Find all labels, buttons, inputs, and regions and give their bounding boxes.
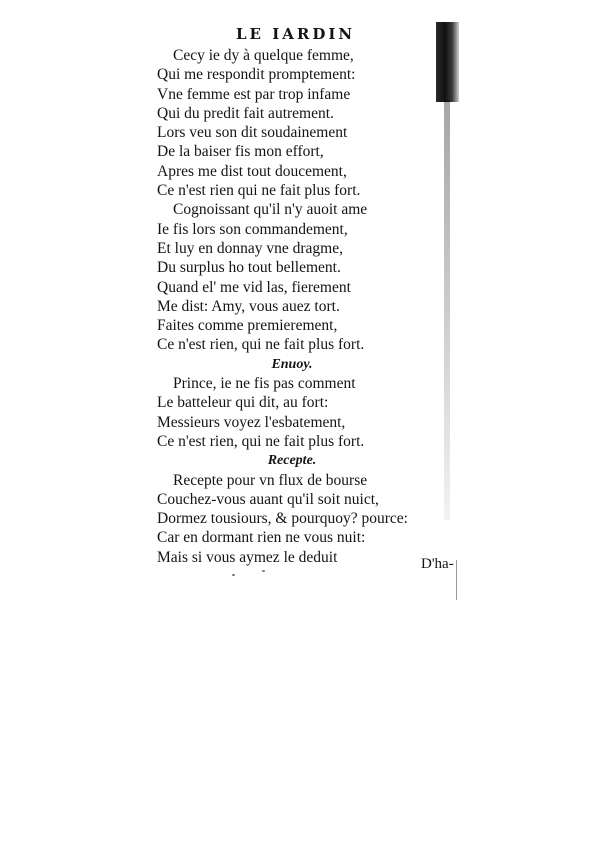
verse-line: Le batteleur qui dit, au fort: (157, 394, 329, 412)
verse-line: Qui du predit fait autrement. (157, 104, 334, 122)
verse-line: Ce n'est rien qui ne fait plus fort. (157, 182, 361, 200)
verse-line: Mais si vous aymez le deduit (157, 548, 338, 566)
verse-line: Ce n'est rien, qui ne fait plus fort. (157, 336, 365, 354)
verse-line: Dormez tousiours, & pourquoy? pource: (157, 510, 408, 528)
verse-line: Ie fis lors son commandement, (157, 220, 348, 238)
poem-text (157, 46, 447, 567)
running-head: LE IARDIN (236, 25, 356, 43)
verse-line: Quand el' me vid las, fierement (157, 278, 351, 296)
verse-line: Lors veu son dit soudainement (157, 124, 348, 142)
verse-line: Vne femme est par trop infame (157, 85, 351, 103)
verse-line: De la baiser fis mon effort, (157, 143, 324, 161)
verse-line: Cecy ie dy à quelque femme, (173, 47, 354, 64)
verse-line: Prince, ie ne fis pas comment (173, 375, 356, 393)
page-edge-line (456, 560, 457, 600)
section-heading: Recepte. (267, 453, 317, 469)
verse-line: Couchez-vous auant qu'il soit nuict, (157, 490, 379, 508)
verse-line: Du surplus ho tout bellement. (157, 259, 341, 277)
verse-line: Faites comme premierement, (157, 317, 338, 335)
ink-speck (262, 570, 265, 572)
ink-speck (232, 574, 235, 576)
verse-line: Ce n'est rien, qui ne fait plus fort. (157, 432, 365, 450)
verse-line: Et luy en donnay vne dragme, (157, 239, 343, 257)
verse-line: Recepte pour vn flux de bourse (173, 471, 368, 489)
verse-line: Cognoissant qu'il n'y auoit ame (173, 201, 368, 219)
verse-line: Me dist: Amy, vous auez tort. (157, 297, 340, 315)
verse-line: Qui me respondit promptement: (157, 66, 356, 84)
verse-line: Messieurs voyez l'esbatement, (157, 413, 346, 431)
section-heading: Enuoy. (271, 356, 313, 372)
verse-line: Apres me dist tout doucement, (157, 162, 347, 180)
catchword: D'ha- (421, 556, 454, 572)
verse-line: Car en dormant rien ne vous nuit: (157, 529, 366, 547)
